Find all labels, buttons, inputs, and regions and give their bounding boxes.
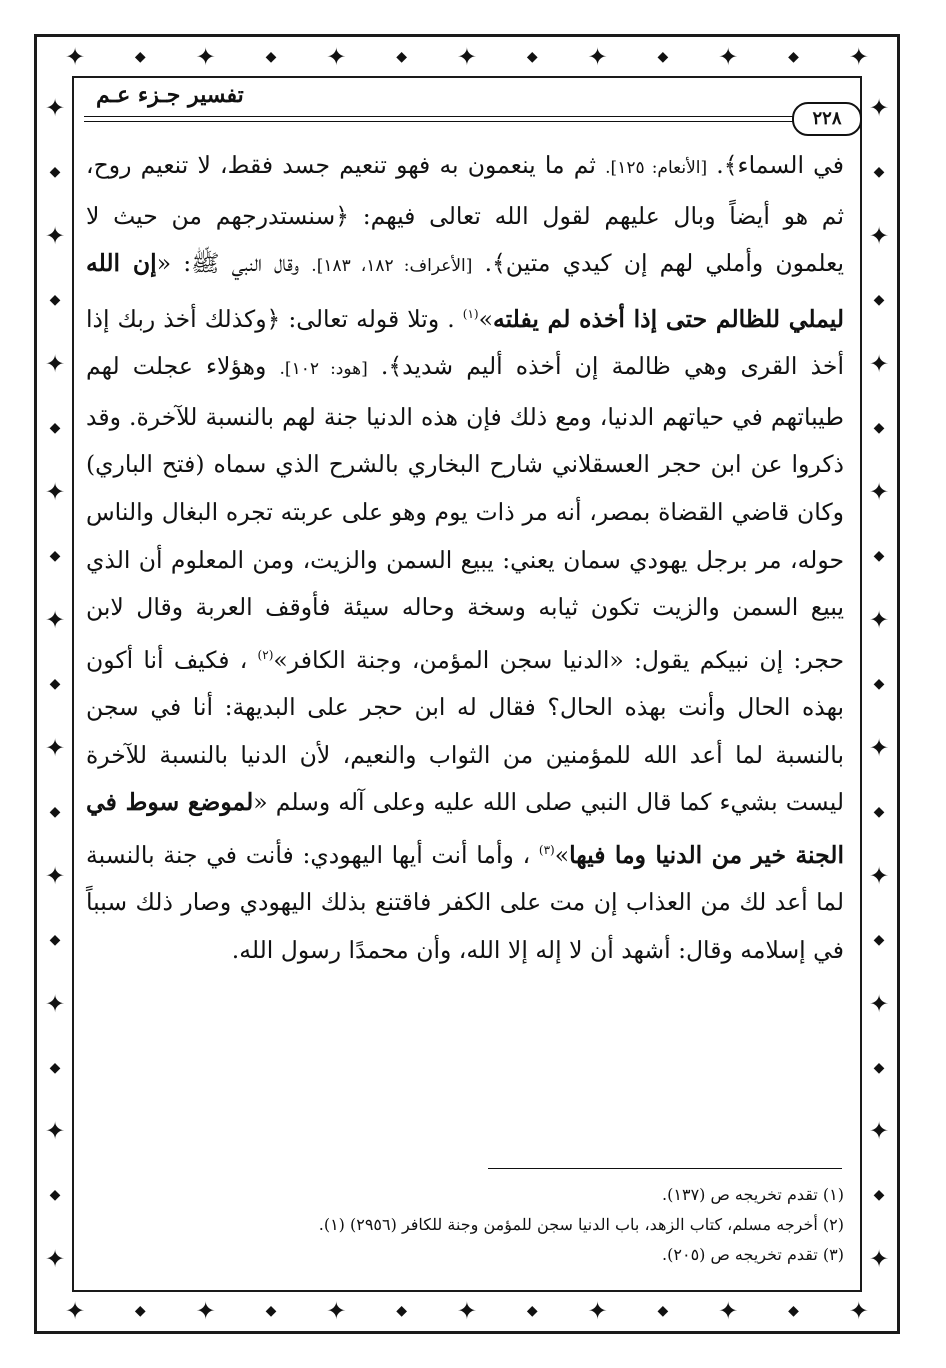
star-diamond-ornament-icon: ◆ — [396, 1303, 407, 1319]
star-diamond-ornament-icon: ✦ — [718, 1297, 739, 1325]
star-diamond-ornament-icon: ◆ — [49, 1059, 61, 1076]
star-diamond-ornament-icon: ✦ — [718, 43, 739, 71]
star-diamond-ornament-icon: ◆ — [49, 548, 61, 565]
text-run: في السماء﴾. — [716, 151, 844, 179]
quran-citation: [الأعراف: ١٨٢، ١٨٣]. — [311, 256, 473, 277]
star-diamond-ornament-icon: ✦ — [326, 1297, 347, 1325]
star-diamond-ornament-icon: ✦ — [868, 733, 890, 762]
star-diamond-ornament-icon: ✦ — [868, 222, 890, 251]
ornament-band-right — [864, 74, 894, 1294]
ornament-band-bottom — [40, 1294, 894, 1328]
page-number: ٢٢٨ — [792, 102, 862, 136]
star-diamond-ornament-icon: ✦ — [44, 1245, 66, 1274]
star-diamond-ornament-icon: ◆ — [134, 49, 146, 65]
text-run: ، وأما أنت أيها اليهودي: فأنت في جنة بالنسبة لما أعد لك من العذاب إن مت على الكفر فاقتنع بذلك اليهودي وصار ذلك سبباً في إسلامه وقال: أشهد أن لا إله إلا الله، وأن محمدًا رسول الله. — [86, 840, 844, 964]
header-rule — [84, 116, 794, 117]
star-diamond-ornament-icon: ✦ — [326, 43, 347, 71]
footnote: (٣) تقدم تخريجه ص (٢٠٥). — [662, 1245, 844, 1264]
star-diamond-ornament-icon: ✦ — [456, 1297, 477, 1325]
quran-citation: [هود: ١٠٢]. — [279, 359, 368, 380]
star-diamond-ornament-icon: ✦ — [456, 43, 477, 71]
text-run: وهؤلاء عجلت لهم طيباتهم في حياتهم الدنيا، ومع ذلك فإن هذه الدنيا جنة لهم بالنسبة للآخرة. وقد ذكروا عن ابن حجر العسقلاني شارح البخاري بالشرح الذي سماه (فتح الباري) وكان قاضي القضاة بمصر، أنه مر ذات يوم وهو على عربته تجره البغال والناس حوله، مر برجل يهودي سمان يعني: يبيع السمن والزيت، ومن المعلوم أن الذي يبيع السمن والزيت تكون ثيابه وسخة وحاله سيئة فأوقف العربة وقال لابن حجر: إن نبيكم يقول: «الدنيا سجن المؤمن، وجنة الكافر» — [86, 352, 844, 674]
star-diamond-ornament-icon: ✦ — [44, 861, 66, 890]
star-diamond-ornament-icon: ◆ — [49, 675, 61, 692]
star-diamond-ornament-icon: ◆ — [657, 1303, 669, 1319]
footnote-ref[interactable]: (١) — [462, 306, 479, 321]
hadith-quote: إن الله ليملي للظالم حتى إذا أخذه لم يفلته — [86, 249, 844, 333]
star-diamond-ornament-icon: ✦ — [195, 43, 216, 71]
text-run: وقال النبي ﷺ: « — [156, 249, 300, 278]
text-run: ، فكيف أنا أكون بهذه الحال وأنت بهذه الحال؟ فقال له ابن حجر على البديهة: أنا في سجن بالنسبة لما أعد الله للمؤمنين من الثواب والنعيم، لأن الدنيا بالنسبة للآخرة ليست بشيء كما قال النبي صلى الله عليه وعلى آله وسلم « — [86, 645, 844, 817]
star-diamond-ornament-icon: ✦ — [868, 478, 890, 507]
text-run: . وتلا قوله تعالى: ﴿وكذلك أخذ ربك إذا أخذ القرى وهي ظالمة إن أخذه أليم شديد﴾. — [86, 304, 844, 381]
star-diamond-ornament-icon: ✦ — [195, 1297, 216, 1325]
star-diamond-ornament-icon: ✦ — [868, 1245, 890, 1274]
star-diamond-ornament-icon: ◆ — [49, 1187, 61, 1204]
star-diamond-ornament-icon: ✦ — [44, 94, 66, 123]
star-diamond-ornament-icon: ✦ — [587, 1297, 608, 1325]
star-diamond-ornament-icon: ◆ — [396, 49, 407, 65]
star-diamond-ornament-icon: ◆ — [49, 931, 61, 948]
star-diamond-ornament-icon: ◆ — [788, 49, 799, 65]
running-head: تفسير جـزء عـم — [96, 82, 244, 108]
star-diamond-ornament-icon: ◆ — [873, 548, 885, 565]
star-diamond-ornament-icon: ◆ — [49, 420, 61, 437]
star-diamond-ornament-icon: ✦ — [587, 43, 608, 71]
star-diamond-ornament-icon: ✦ — [64, 1297, 86, 1325]
star-diamond-ornament-icon: ◆ — [873, 675, 885, 692]
star-diamond-ornament-icon: ✦ — [848, 43, 869, 71]
star-diamond-ornament-icon: ◆ — [265, 1303, 277, 1319]
star-diamond-ornament-icon: ◆ — [49, 164, 61, 181]
star-diamond-ornament-icon: ◆ — [873, 164, 885, 181]
star-diamond-ornament-icon: ✦ — [868, 94, 890, 123]
star-diamond-ornament-icon: ◆ — [49, 292, 61, 309]
star-diamond-ornament-icon: ◆ — [873, 1187, 885, 1204]
star-diamond-ornament-icon: ✦ — [848, 1297, 869, 1325]
hadith-quote: لموضع سوط في الجنة خير من الدنيا وما فيها — [86, 788, 844, 869]
footnote: (١) تقدم تخريجه ص (١٣٧). — [662, 1185, 844, 1204]
star-diamond-ornament-icon: ◆ — [873, 292, 885, 309]
star-diamond-ornament-icon: ◆ — [873, 420, 885, 437]
star-diamond-ornament-icon: ✦ — [44, 222, 66, 251]
star-diamond-ornament-icon: ✦ — [868, 605, 890, 634]
star-diamond-ornament-icon: ✦ — [868, 350, 890, 379]
footnote-ref[interactable]: (٣) — [538, 842, 555, 857]
star-diamond-ornament-icon: ✦ — [44, 605, 66, 634]
star-diamond-ornament-icon: ◆ — [526, 1303, 538, 1319]
star-diamond-ornament-icon: ✦ — [44, 1117, 66, 1146]
star-diamond-ornament-icon: ✦ — [868, 989, 890, 1018]
star-diamond-ornament-icon: ✦ — [868, 861, 890, 890]
star-diamond-ornament-icon: ◆ — [873, 803, 885, 820]
footnote: (٢) أخرجه مسلم، كتاب الزهد، باب الدنيا سجن للمؤمن وجنة للكافر (٢٩٥٦) (١). — [318, 1215, 844, 1234]
star-diamond-ornament-icon: ◆ — [788, 1303, 799, 1319]
body-paragraph — [86, 142, 844, 975]
text-run: » — [554, 840, 570, 869]
star-diamond-ornament-icon: ◆ — [657, 49, 669, 65]
star-diamond-ornament-icon: ✦ — [64, 43, 86, 71]
star-diamond-ornament-icon: ✦ — [44, 989, 66, 1018]
text-run: ثم ما ينعمون به فهو تنعيم جسد فقط، لا تنعيم روح، ثم هو أيضاً وبال عليهم لقول الله تعالى فيهم: ﴿سنستدرجهم من حيث لا يعلمون وأملي لهم إن كيدي متين﴾. — [86, 151, 844, 278]
header-rule — [84, 121, 794, 122]
star-diamond-ornament-icon: ✦ — [44, 478, 66, 507]
quran-citation: [الأنعام: ١٢٥]. — [605, 158, 708, 178]
star-diamond-ornament-icon: ◆ — [49, 803, 61, 820]
star-diamond-ornament-icon: ✦ — [44, 350, 66, 379]
footnote-ref[interactable]: (٢) — [257, 647, 274, 662]
ornament-band-left — [40, 74, 70, 1294]
star-diamond-ornament-icon: ◆ — [265, 49, 277, 65]
text-run: » — [478, 304, 493, 333]
footnote-rule — [488, 1168, 842, 1169]
star-diamond-ornament-icon: ◆ — [873, 931, 885, 948]
star-diamond-ornament-icon: ◆ — [134, 1303, 146, 1319]
star-diamond-ornament-icon: ✦ — [44, 733, 66, 762]
footnotes-list — [86, 1180, 844, 1270]
ornament-band-top — [40, 40, 894, 74]
star-diamond-ornament-icon: ◆ — [526, 49, 538, 65]
star-diamond-ornament-icon: ✦ — [868, 1117, 890, 1146]
star-diamond-ornament-icon: ◆ — [873, 1059, 885, 1076]
